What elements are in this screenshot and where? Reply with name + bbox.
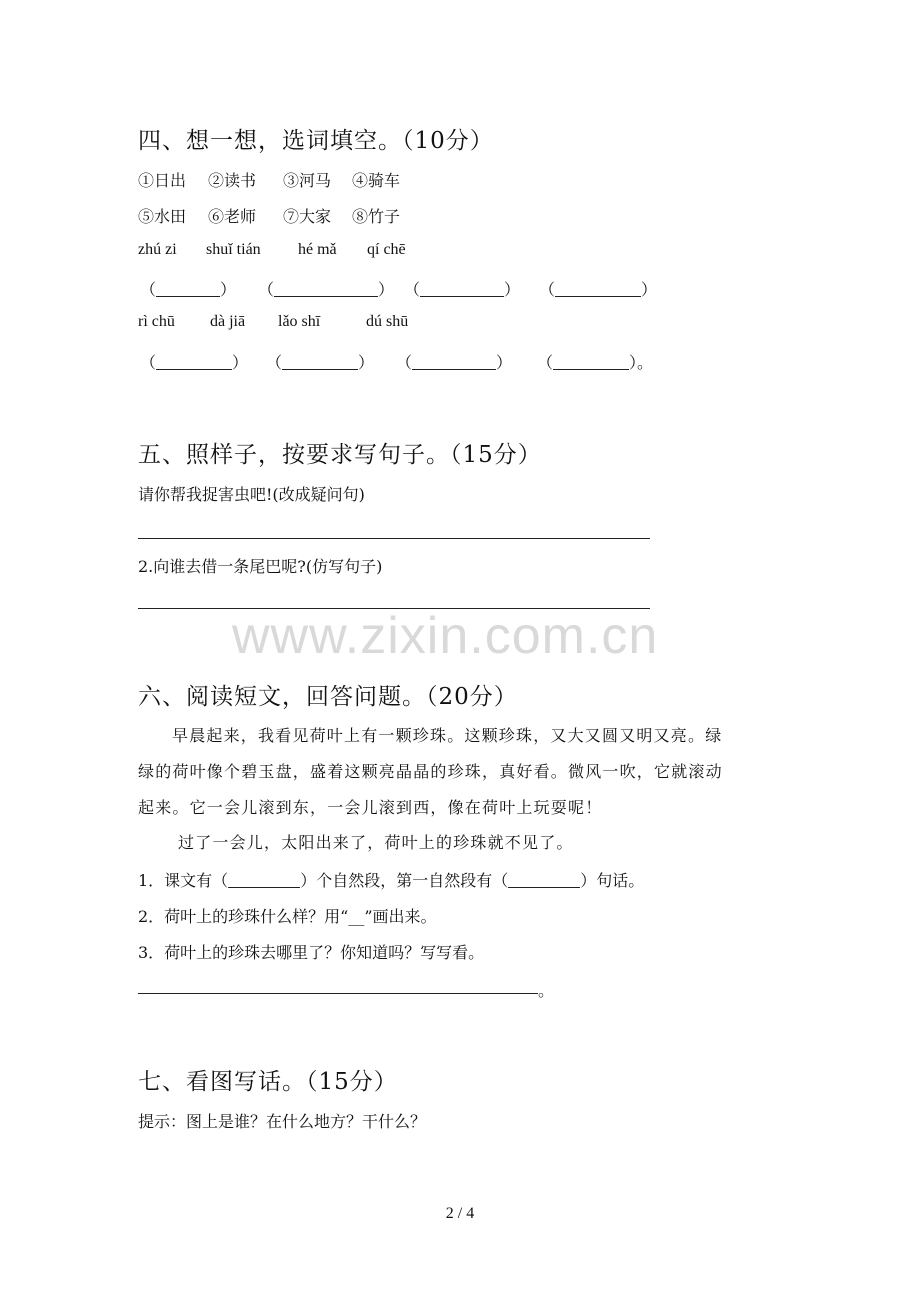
watermark: www.zixin.com.cn bbox=[232, 607, 659, 665]
answer-line[interactable] bbox=[138, 608, 650, 609]
answer-blank[interactable]: （ ） bbox=[404, 280, 521, 299]
section7-title: 七、看图写话。（15分） bbox=[138, 1069, 398, 1095]
word-choice: ③河马 bbox=[283, 171, 332, 190]
pinyin: dú shū bbox=[366, 313, 409, 330]
passage-line: 绿的荷叶像个碧玉盘，盛着这颗亮晶晶的珍珠，真好看。微风一吹，它就滚动 bbox=[138, 762, 723, 781]
answer-blank[interactable] bbox=[228, 871, 300, 888]
question-text: 2.向谁去借一条尾巴呢?(仿写句子) bbox=[138, 557, 383, 576]
word-choice: ④骑车 bbox=[352, 171, 401, 190]
answer-blank[interactable]: （ ） bbox=[396, 353, 513, 372]
answer-blank[interactable]: （ ） bbox=[140, 353, 249, 372]
answer-blank[interactable]: （ ） bbox=[539, 280, 658, 299]
word-choice: ⑥老师 bbox=[208, 207, 257, 226]
question-text: ）句话。 bbox=[580, 871, 645, 890]
end-mark: 。 bbox=[538, 981, 555, 1000]
pinyin: lǎo shī bbox=[278, 313, 321, 330]
word-choice: ⑦大家 bbox=[283, 207, 332, 226]
pinyin: qí chē bbox=[367, 241, 406, 258]
end-mark: 。 bbox=[637, 353, 654, 372]
word-choice: ①日出 bbox=[138, 171, 187, 190]
passage-line: 过了一会儿，太阳出来了，荷叶上的珍珠就不见了。 bbox=[178, 833, 574, 852]
answer-blank[interactable]: （ ） bbox=[266, 353, 375, 372]
word-choice: ⑤水田 bbox=[138, 207, 187, 226]
pinyin: shuǐ tián bbox=[206, 241, 261, 258]
pinyin: dà jiā bbox=[210, 313, 246, 330]
word-choice: ⑧竹子 bbox=[352, 207, 401, 226]
page-number: 2 / 4 bbox=[445, 1205, 475, 1222]
answer-blank[interactable]: （ ） bbox=[258, 280, 395, 299]
passage-line: 起来。它一会儿滚到东，一会儿滚到西，像在荷叶上玩耍呢！ bbox=[138, 798, 603, 817]
pinyin: hé mǎ bbox=[298, 241, 337, 258]
section6-title: 六、阅读短文，回答问题。（20分） bbox=[138, 684, 518, 710]
passage-line: 早晨起来，我看见荷叶上有一颗珍珠。这颗珍珠，又大又圆又明又亮。绿 bbox=[172, 726, 723, 745]
answer-line[interactable] bbox=[138, 538, 650, 539]
question-2: 2．荷叶上的珍珠什么样？用“__”画出来。 bbox=[138, 907, 437, 926]
section4-title: 四、想一想，选词填空。（10分） bbox=[138, 128, 494, 154]
answer-blank[interactable] bbox=[508, 871, 580, 888]
question-3: 3．荷叶上的珍珠去哪里了？你知道吗？写写看。 bbox=[138, 943, 485, 962]
pinyin: rì chū bbox=[138, 313, 175, 330]
section5-title: 五、照样子，按要求写句子。（15分） bbox=[138, 442, 542, 468]
answer-blank[interactable]: （ ） bbox=[140, 280, 237, 299]
answer-blank[interactable]: （ ）。 bbox=[537, 353, 654, 372]
hint-text: 提示：图上是谁？在什么地方？干什么？ bbox=[138, 1112, 427, 1131]
question-text: 1．课文有（ bbox=[138, 871, 229, 890]
question-text: 请你帮我捉害虫吧!(改成疑问句) bbox=[138, 485, 365, 504]
question-1 bbox=[138, 868, 644, 891]
question-text: ）个自然段，第一自然段有（ bbox=[300, 871, 509, 890]
pinyin: zhú zi bbox=[138, 241, 177, 258]
word-choice: ②读书 bbox=[208, 171, 257, 190]
answer-line[interactable] bbox=[138, 993, 538, 994]
